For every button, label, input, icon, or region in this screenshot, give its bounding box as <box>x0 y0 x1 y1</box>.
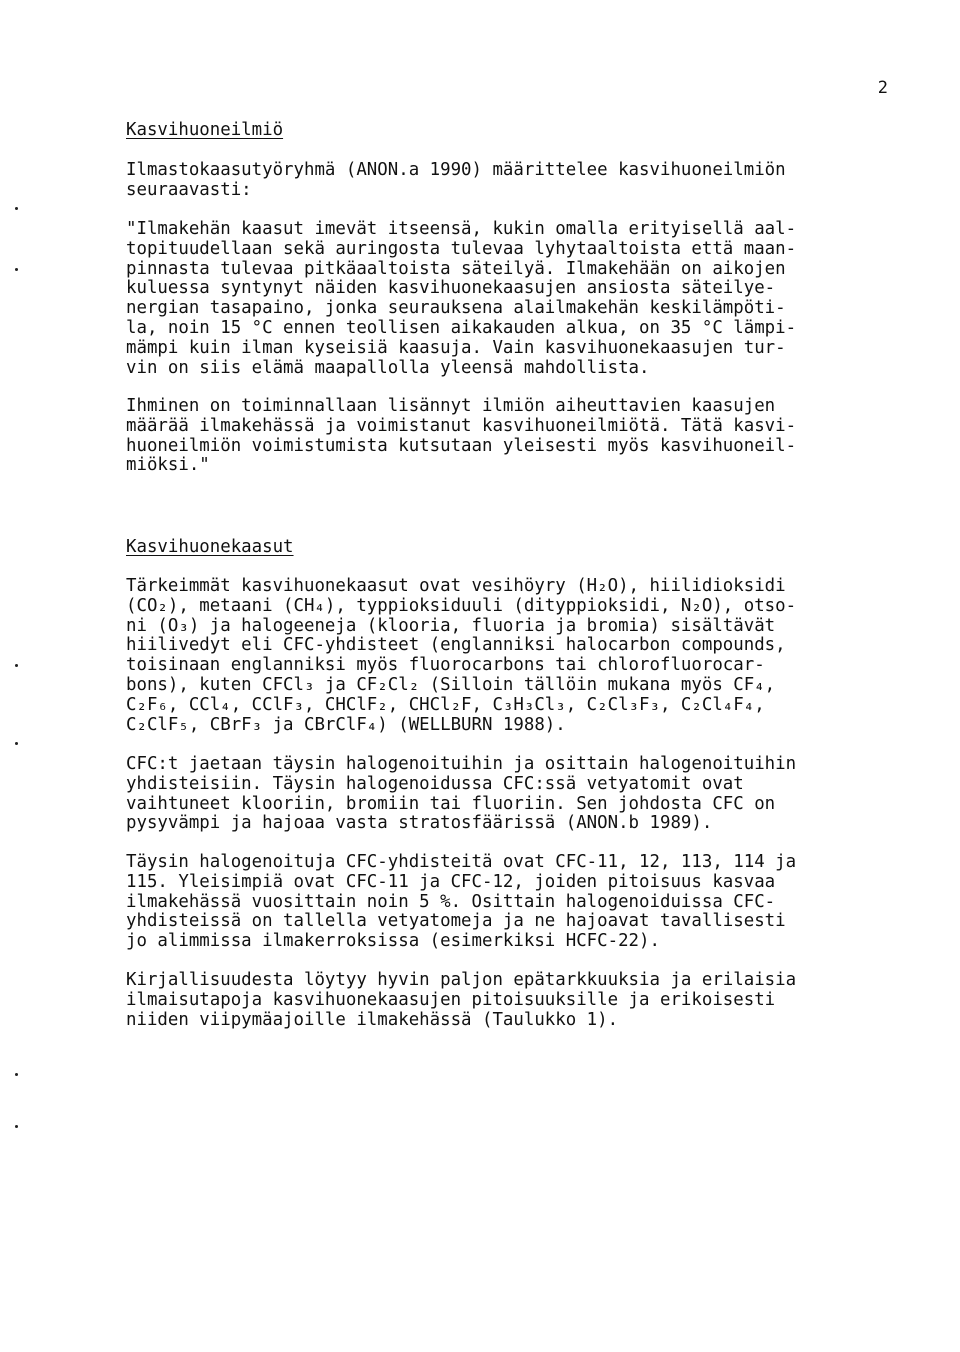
scan-speck <box>15 1073 18 1076</box>
section-heading-kasvihuoneilmio: Kasvihuoneilmiö <box>126 120 284 140</box>
halogenated-paragraph: Täysin halogenoituja CFC-yhdisteitä ovat CFC-11, 12, 113, 114 ja 115. Yleisimpiä ovat CFC-11 ja CFC-12, joiden pitoisuus kasvaa ilmakehässä vuosittain noin 5 %. Osittain halogenoiduissa CFC- yhdisteissä on tallella vetyatomeja ja ne hajoavat tavallisesti jo alimmissa ilmakerroksissa (esimerkiksi HCFC-22). <box>126 852 797 952</box>
gases-paragraph: Tärkeimmät kasvihuonekaasut ovat vesihöyry (H₂O), hiilidioksidi (CO₂), metaani (CH₄), typpioksiduuli (dityppioksidi, N₂O), otso- ni (O₃) ja halogeeneja (klooria, fluoria ja bromia) sisältävät hiilivedyt eli CFC-yhdisteet (englanniksi halocarbon compounds, toisinaan englanniksi myös fluorocarbons tai chlorofluorocar- bons), kuten CFCl₃ ja CF₂Cl₂ (Silloin tällöin mukana myös CF₄, C₂F₆, CCl₄, CClF₃, CHClF₂, CHCl₂F, C₃H₃Cl₃, C₂Cl₃F₃, C₂Cl₄F₄, C₂ClF₅, CBrF₃ ja CBrClF₄) (WELLBURN 1988). <box>126 576 797 735</box>
quote-paragraph-2: Ihminen on toiminnallaan lisännyt ilmiön aiheuttavien kaasujen määrää ilmakehässä ja voimistanut kasvihuoneilmiötä. Tätä kasvi- huoneilmiön voimistumista kutsutaan yleisesti myös kasvihuoneil- miöksi." <box>126 396 797 476</box>
scan-speck <box>15 207 18 210</box>
cfc-paragraph: CFC:t jaetaan täysin halogenoituihin ja osittain halogenoituihin yhdisteisiin. Täysin halogenoidussa CFC:ssä vetyatomit ovat vaihtuneet klooriin, bromiin tai fluoriin. Sen johdosta CFC on pysyvämpi ja hajoaa vasta stratosfäärissä (ANON.b 1989). <box>126 754 797 834</box>
scan-speck <box>15 742 18 745</box>
scan-speck <box>15 664 18 667</box>
page-number: 2 <box>877 78 888 98</box>
section-heading-kasvihuonekaasut: Kasvihuonekaasut <box>126 537 294 557</box>
scan-speck <box>15 268 18 271</box>
literature-paragraph: Kirjallisuudesta löytyy hyvin paljon epätarkkuuksia ja erilaisia ilmaisutapoja kasvihuonekaasujen pitoisuuksille ja erikoisesti niiden viipymäajoille ilmakehässä (Taulukko 1). <box>126 970 797 1030</box>
intro-paragraph: Ilmastokaasutyöryhmä (ANON.a 1990) määrittelee kasvihuoneilmiön seuraavasti: <box>126 160 786 200</box>
scan-speck <box>15 1125 18 1128</box>
quote-paragraph-1: "Ilmakehän kaasut imevät itseensä, kukin omalla erityisellä aal- topituudellaan sekä auringosta tulevaa lyhytaaltoista että maan- pinnasta tulevaa pitkäaaltoista säteilyä. Ilmakehään on aikojen kuluessa syntynyt näiden kasvihuonekaasujen ansiosta säteilye- nergian tasapaino, jonka seurauksena alailmakehän keskilämpöti- la, noin 15 °C ennen teollisen aikakauden alkua, on 35 °C lämpi- mämpi kuin ilman kyseisiä kaasuja. Vain kasvihuonekaasujen tur- vin on siis elämä maapallolla yleensä mahdollista. <box>126 219 797 378</box>
